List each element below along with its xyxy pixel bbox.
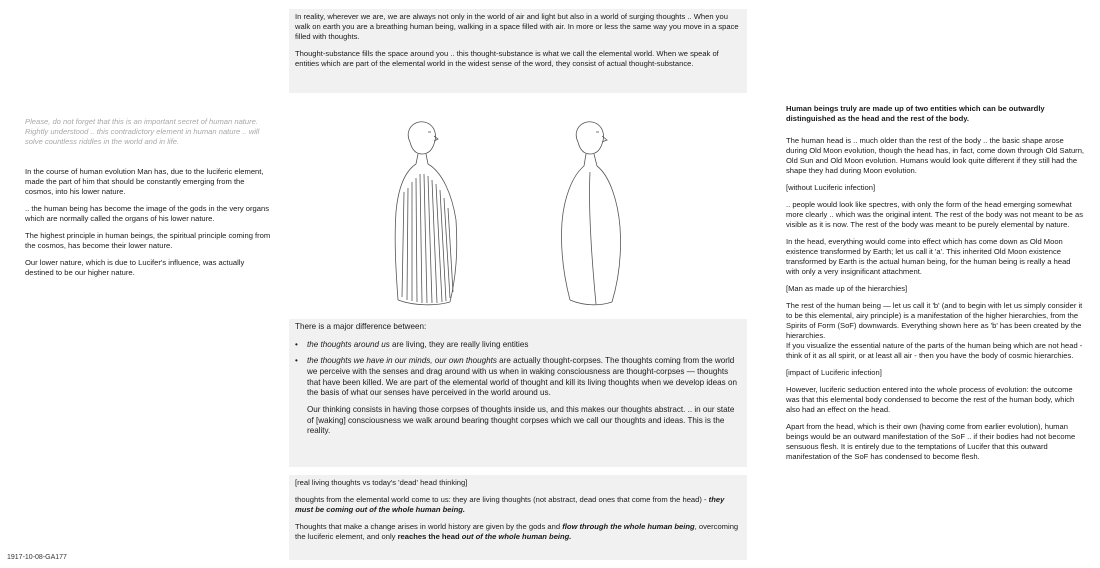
emphasis-text: they must be coming out of the whole human being. bbox=[295, 495, 725, 515]
section-intro: There is a major difference between: bbox=[295, 322, 427, 331]
paragraph: In the course of human evolution Man has, due to the luciferic element, made the part of him that should be constantly emerging from the cosmos, into his lower nature. bbox=[25, 167, 264, 197]
lecture-reference: 1917-10-08-GA177 bbox=[7, 554, 67, 561]
emphasis-text: the thoughts we have in our minds, our own thoughts bbox=[307, 356, 497, 366]
paragraph: The highest principle in human beings, the spiritual principle coming from the cosmos, has become their lower nature. bbox=[25, 231, 271, 251]
right-column bbox=[786, 104, 1086, 469]
bold-text: reaches the head bbox=[397, 532, 462, 542]
paragraph: Our thinking consists in having those corpses of thoughts inside us, and this makes our thoughts abstract. .. in our state of [waking] consciousness we walk around bearing thought corpses which we call our thoughts and ideas. This is the reality. bbox=[307, 405, 735, 436]
list-item bbox=[295, 356, 741, 399]
text-span: Thoughts that make a change arises in world history are given by the gods and bbox=[295, 522, 563, 532]
emphasis-text: out of the whole human being. bbox=[461, 532, 572, 542]
left-column bbox=[25, 117, 273, 285]
paragraph: Apart from the head, which is their own (having come from earlier evolution), human beings would be an outward manifestation of the SoF .. if their bodies had not become sensuous flesh. It is entirely due to the temptations of Lucifer that this outward manifestation of the SoF has condensed to become flesh. bbox=[786, 422, 1076, 462]
living-thoughts-box bbox=[289, 475, 747, 560]
bullet-icon: • bbox=[295, 339, 298, 349]
section-tag: [without Luciferic infection] bbox=[786, 183, 876, 193]
section-tag: [impact of Luciferic infection] bbox=[786, 368, 882, 378]
figures-sketch bbox=[352, 112, 652, 310]
paragraph: Thought-substance fills the space around you .. this thought-substance is what we call the elemental world. When we speak of entities which are part of the elemental world in the widest sense of the word, they consist of actual thought-substance. bbox=[295, 49, 719, 69]
section-tag: [Man as made up of the hierarchies] bbox=[786, 284, 908, 294]
difference-box bbox=[289, 319, 747, 467]
section-heading: Human beings truly are made up of two entities which can be outwardly distinguished as the head and the rest of the body. bbox=[786, 104, 1045, 124]
paragraph bbox=[295, 495, 741, 515]
text-span: thoughts from the elemental world come to us: they are living thoughts (not abstract, dead ones that come from the head) - bbox=[295, 495, 709, 505]
paragraph: In reality, wherever we are, we are always not only in the world of air and light but also in a world of surging thoughts .. When you walk on earth you are a breathing human being, walking in a space filled with air. In more or less the same way you move in a space filled with thoughts. bbox=[295, 12, 739, 42]
paragraph bbox=[295, 522, 741, 542]
text-span: , overcoming the luciferic element, and only bbox=[295, 522, 739, 542]
paragraph: .. the human being has become the image of the gods in the very organs which are normally called the organs of his lower nature. bbox=[25, 204, 269, 224]
paragraph: In the head, everything would come into effect which has come down as Old Moon existence transformed by Earth; let us call it 'a'. This inherited Old Moon existence transformed by Earth is the actual human being, for the human being is really a head with only a very insignificant attachment. bbox=[786, 237, 1071, 277]
emphasis-text: flow through the whole human being bbox=[562, 522, 695, 532]
paragraph: .. people would look like spectres, with only the form of the head emerging somewhat more clearly .. which was the original intent. The rest of the body was not meant to be as visible as it is now. The rest of the body was meant to be purely elemental by nature. bbox=[786, 200, 1084, 230]
paragraph: However, luciferic seduction entered into the whole process of evolution: the outcome was that this elemental body condensed to become the rest of the human body, which also had an effect on the head. bbox=[786, 385, 1075, 415]
item-text: are living, they are really living entities bbox=[389, 339, 529, 349]
item-text: are actually thought-corpses. The thoughts coming from the world we perceive with the senses and drag around with us when in waking consciousness are thought-corpses — thoughts that have been killed. We are part of the elemental world of thought and kill its living thoughts when we develop ideas on the basis of what our senses have perceived in the world around us. bbox=[307, 356, 737, 398]
list-item bbox=[295, 340, 741, 351]
paragraph: Our lower nature, which is due to Lucifer's influence, was actually destined to be our higher nature. bbox=[25, 258, 245, 278]
intro-text-box bbox=[289, 9, 747, 93]
two-human-figures-sketch-icon bbox=[352, 112, 652, 310]
paragraph: If you visualize the essential nature of the parts of the human being which are not head - think of it as all spirit, or at least all air - then you have the body of cosmic hierarchies. bbox=[786, 341, 1083, 361]
quote-text: Please, do not forget that this is an important secret of human nature. Rightly understood .. this contradictory element in human nature .. will solve countless riddles in the world and in life. bbox=[25, 117, 260, 147]
emphasis-text: the thoughts around us bbox=[307, 339, 390, 349]
paragraph: The rest of the human being — let us call it 'b' (and to begin with let us simply consider it to be this elemental, airy principle) is a manifestation of the higher hierarchies, from the Spirits of Form (SoF) downwards. Everything shown here as 'b' has been created by the hierarchies. bbox=[786, 301, 1083, 341]
bullet-icon: • bbox=[295, 356, 298, 366]
section-label: [real living thoughts vs today's 'dead' head thinking] bbox=[295, 478, 468, 487]
paragraph: The human head is .. much older than the rest of the body .. the basic shape arose during Old Moon evolution, though the head has, in fact, come down through Old Saturn, Old Sun and Old Moon evolution. Humans would look quite different if they still had the shape they had during Moon evolution. bbox=[786, 136, 1085, 176]
